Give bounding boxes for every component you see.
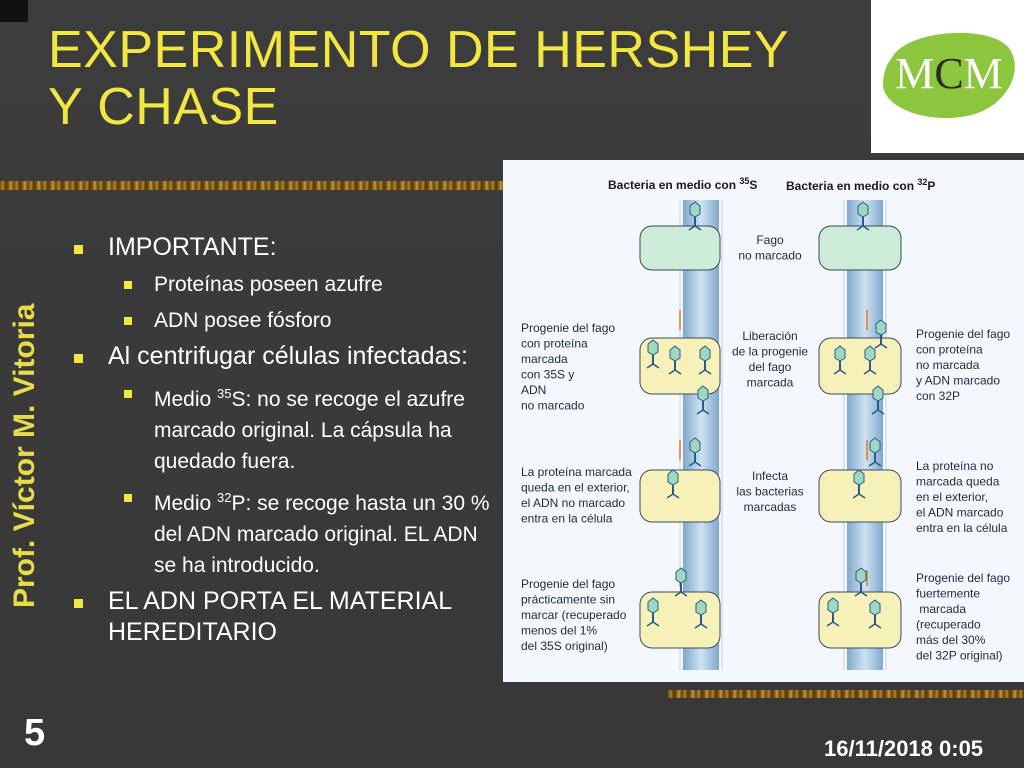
decorative-strip-top [0,181,505,190]
decorative-strip-bottom [668,690,1024,698]
bullet-item [70,232,490,263]
bullet-square-icon [124,494,132,502]
bullet-square-icon [74,354,83,363]
sub-bullet-text: ADN posee fósforo [154,309,332,332]
center-label: Infecta las bacterias marcadas [736,469,804,514]
bullet-square-icon [124,390,132,398]
logo [871,0,1024,153]
right-label: Progenie del fago fuertemente marcada (recuperado más del 30% del 32P original) [916,571,1011,663]
bullet-text: EL ADN PORTA EL MATERIAL HEREDITARIO [108,587,452,646]
cell-row-4 [640,592,901,648]
diagram-labels [521,233,1010,663]
diagram-header-right: Bacteria en medio con $^{32}$P [786,177,936,193]
sub-bullet-item [70,378,490,477]
sub-bullet-item [70,269,490,300]
bullet-item [70,586,490,648]
bullet-square-icon [124,281,132,289]
diagram-canvas [503,160,1024,682]
author-label: Prof. Víctor M. Vitoria [8,303,41,608]
bullet-text: IMPORTANTE: [108,233,277,261]
svg-text:MCM: MCM [895,49,1003,98]
left-label: Progenie del fago con proteína marcada con 35S y ADN no marcado [521,321,616,413]
sub-bullet-pre: Medio [154,492,218,515]
left-label: La proteína marcada queda en el exterior, el ADN no marcado entra en la célula [521,465,632,526]
slide-number: 5 [24,712,46,754]
right-label: Progenie del fago con proteína no marcada y ADN marcado con 32P [916,327,1011,403]
right-label: La proteína no marcada queda en el exterior, el ADN marcado entra en la célula [916,459,1008,535]
slide-date: 16/11/2018 0:05 [824,736,984,761]
center-label: Fago no marcado [738,233,802,263]
sub-bullet-pre: Medio [154,388,218,411]
bullet-square-icon [74,245,83,254]
bullet-square-icon [74,599,83,608]
bullet-text: Al centrifugar células infectadas: [108,342,468,370]
sub-bullet-post: P: se recoge hasta un 30 % del ADN marcado original. EL ADN se ha introducido. [154,492,490,577]
logo-badge-icon [879,26,1019,122]
left-label: Progenie del fago prácticamente sin marcar (recuperado menos del 1% del 35S original) [521,577,627,653]
superscript: 32 [217,490,232,505]
sub-bullet-item [70,305,490,336]
bullet-item [70,341,490,372]
sub-bullet-post: S: no se recoge el azufre marcado original. La cápsula ha quedado fuera. [154,388,465,473]
sub-bullet-text: Proteínas poseen azufre [154,273,383,296]
slide-title: EXPERIMENTO DE HERSHEY Y CHASE [48,21,789,136]
sub-bullet-item [70,482,490,581]
diagram-header-left: Bacteria en medio con $^{35}$S [608,176,758,192]
superscript: 35 [217,386,232,401]
bullet-square-icon [124,317,132,325]
bullet-list [70,232,490,654]
experiment-diagram [503,160,1024,682]
center-label: Liberación de la progenie del fago marcada [731,329,809,390]
corner-block [0,0,28,22]
